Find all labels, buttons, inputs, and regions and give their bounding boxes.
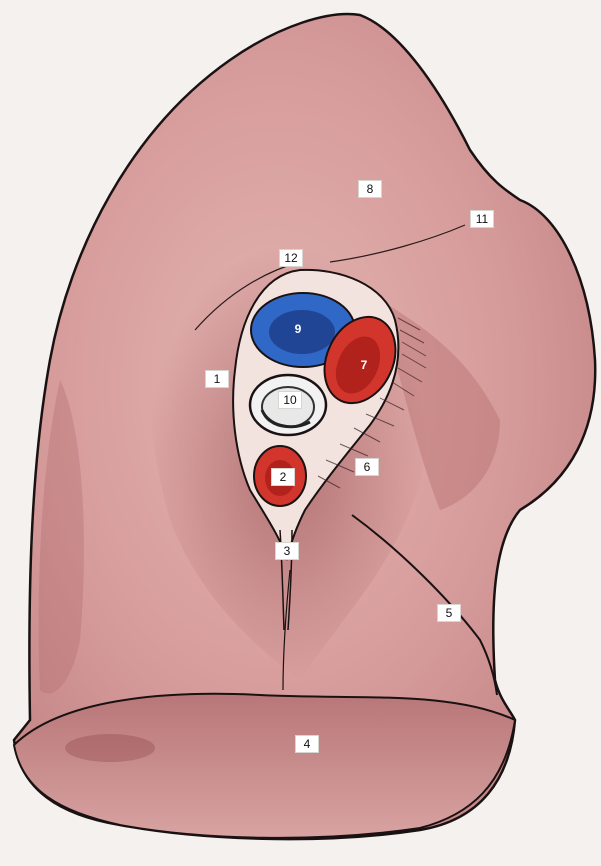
label-3: 3 <box>275 542 299 560</box>
label-9: 9 <box>294 322 302 336</box>
label-12: 12 <box>279 249 303 267</box>
label-6: 6 <box>355 458 379 476</box>
label-1: 1 <box>205 370 229 388</box>
label-2: 2 <box>271 468 295 486</box>
pulmonary-vein-lumen <box>269 310 335 354</box>
label-8: 8 <box>358 180 382 198</box>
label-5: 5 <box>437 604 461 622</box>
label-10: 10 <box>278 391 302 409</box>
lung-base <box>14 694 515 838</box>
label-11: 11 <box>470 210 494 228</box>
shadow-region <box>65 734 155 762</box>
label-7: 7 <box>360 358 368 372</box>
label-4: 4 <box>295 735 319 753</box>
